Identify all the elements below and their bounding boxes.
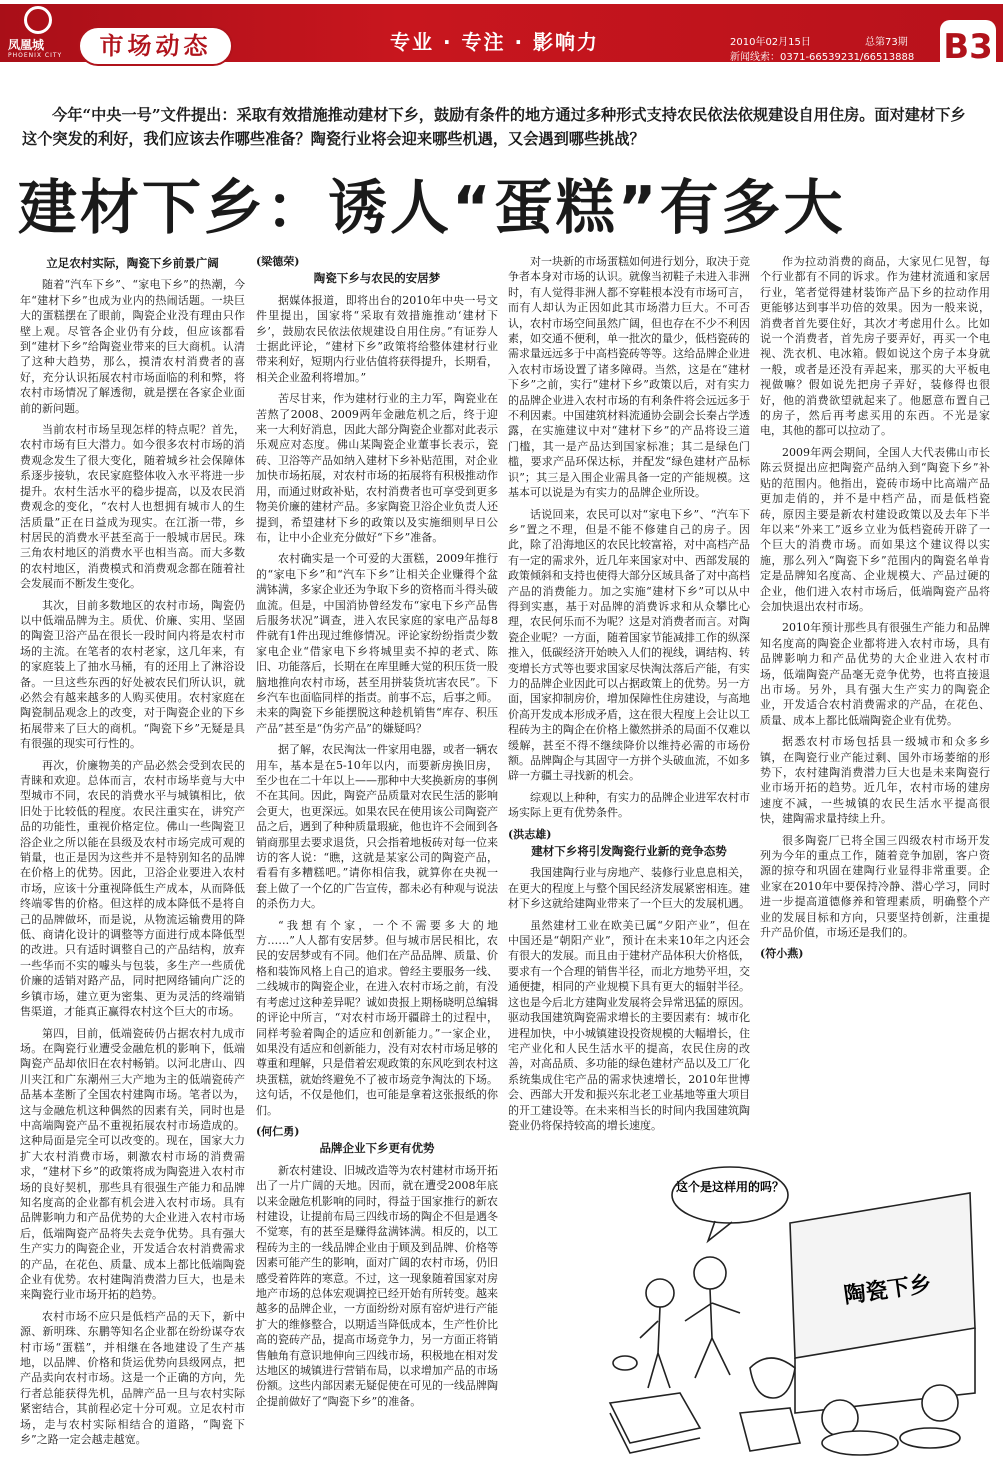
article-paragraph: “我想有个家，一个不需要多大的地方……”人人都有安居梦。但与城市居民相比，农民的安居梦或有不同。他们在产品品牌、质量、价格和装饰风格上自己的追求。曾经主要服务一线、二线城市的陶瓷企业，在进入农村市场之前，有没有考虑过这种差异呢？诚如贵报上期杨晓明总编辑的评论中所言，“对农村市场开疆辟土的过程中，同样考验着陶企的适应和创新能力。”一家企业，如果没有适应和创新能力，没有对农村市场足够的尊重和理解，只是借着宏观政策的东风吃到农村这块蛋糕，就始终避免不了被市场竞争淘汰的下场。这句话，不仅是他们，也可能是拿着这张报纸的你们。 xyxy=(256,918,498,1117)
lead-paragraph: 今年“中央一号”文件提出：采取有效措施推动建材下乡，鼓励有条件的地方通过多种形式支持农民依法依规建设自用住房。面对建材下乡这个突发的利好，我们应该去作哪些准备？陶瓷行业将会迎来哪些机遇，又会遇到哪些挑战？ xyxy=(22,106,966,148)
cartoon-truck-sign: 陶瓷下乡 xyxy=(842,1271,933,1309)
article-paragraph: 对一块新的市场蛋糕如何进行划分，取决于竞争者本身对市场的认识。就像当初鞋子未进入非洲时，有人觉得非洲人都不穿鞋根本没有市场可言，而有人却认为正因如此其市场潜力巨大。不可否认，农村市场空间虽然广阔，但也存在不少不利因素，如交通不便利，单一批次的量少，低档瓷砖的需求量远远多于中高档瓷砖等等。这给品牌企业进入农村市场设置了诸多障碍。当然，这是在“建材下乡”之前，实行“建材下乡”政策以后，对有实力的品牌企业进入农村市场的有利条件将会远远多于不利因素。中国建筑材料流通协会副会长秦占学透露，在实施建议中对“建材下乡”的产品将设三道门槛，其一是产品达到国家标准；其二是绿色门槛，要求产品环保达标，并配发“绿色建材产品标识”；其三是入围企业需具备一定的产能规模。这基本可以说是为有实力的品牌企业所设。 xyxy=(508,255,750,500)
article-paragraph: 农村市场不应只是低档产品的天下，新中源、新明珠、东鹏等知名企业都在纷纷谋夺农村市场“蛋糕”，并相继在各地建设了生产基地，以品牌、价格和货运优势向县级网点，把产品卖向农村市场。这是一个正确的方向，先行者总能获得先机，品牌产品一旦与农村实际紧密结合，其前程必定十分可观。立足农村市场，走与农村实际相结合的道路，“陶瓷下乡”之路一定会越走越宽。 xyxy=(20,1309,245,1447)
article-title: 品牌企业下乡更有优势 xyxy=(319,1141,435,1156)
article-byline: (符小燕) xyxy=(760,947,804,961)
article-paragraph: 其次，目前多数地区的农村市场，陶瓷仍以中低端品牌为主。质优、价廉、实用、坚固的陶瓷卫浴产品在很长一段时间内将是农村市场的主流。在笔者的农村老家，这几年来，有的家庭装上了抽水马桶，有的还用上了淋浴设备。一旦这些东西的好处被农民们所认识，就必然会有越来越多的人购买使用。农村家庭在陶瓷制品观念上的改变，对于陶瓷企业的下乡拓展带来了巨大的商机。“陶瓷下乡”无疑是具有很强的现实可行性的。 xyxy=(20,598,245,751)
page-number: B3 xyxy=(943,27,993,67)
issue-date: 2010年02月15日 xyxy=(730,37,811,48)
article-title: 建材下乡将引发陶瓷行业新的竞争态势 xyxy=(531,844,727,859)
logo-text: 凤凰城 xyxy=(8,38,45,52)
article-paragraph: 据了解，农民淘汰一件家用电器，或者一辆农用车，基本是在5-10年以内，而要新房换旧房，至少也在二十年以上——那种中大奖换新房的事例不在其间。因此，陶瓷产品质量对农民生活的影响会更大，也更深远。如果农民在使用该公司陶瓷产品之后，遇到了种种质量瑕疵，他也许不会闹到各销商那里去要求退货，只会指着地板砖对每一位来访的客人说：“瞧，这就是某家公司的陶瓷产品，看看有多糟糕吧。”请你相信我，就算你在央视一套上做了一个亿的广告宣传，都未必有种观与说法的杀伤力大。 xyxy=(256,743,498,911)
column-1 xyxy=(20,254,245,1464)
news-hotline: 新闻线索：0371-66539231/66513888 xyxy=(730,52,915,63)
article-paragraph: 2010年预计那些具有很强生产能力和品牌知名度高的陶瓷企业都将进入农村市场，具有品牌影响力和产品优势的大企业进入农村市场，低端陶瓷产品毫无竞争优势，也将直接退出市场。另外，具有强大生产实力的陶瓷企业，开发适合农村消费需求的产品，在花色、质量、成本上都比低端陶瓷企业有优势。 xyxy=(760,621,990,727)
article-paragraph: 再次，价廉物美的产品必然会受到农民的青睐和欢迎。总体而言，农村市场毕竟与大中型城市不同，农民的消费水平与城镇相比，依旧处于比较低的程度。农民注重实在，讲究产品的功能性，重视价格定位。佛山一些陶瓷卫浴企业之所以能在县级及农村市场完成可观的销量，也正是因为这些并不是特别知名的品牌在价格上的优势。因此，卫浴企业要进入农村市场，应该十分重视降低生产成本，从而降低终端零售的价格。但这样的成本降低不是将自己的品牌做坏，而是说，从物流运输费用的降低、商请化设计的调整等方面进行成本降低型的改进。只有适时调整自己的产品结构，放弃一些华而不实的噱头与包装，多生产一些质优价廉的适销对路产品，同时把网络铺向广泛的乡镇市场，建立更为密集、更为灵活的终端销售渠道，才能真正赢得农村这个巨大的市场。 xyxy=(20,758,245,1019)
article-paragraph: 话说回来，农民可以对“家电下乡”、“汽车下乡”置之不理，但是不能不修建自己的房子。因此，除了沿海地区的农民比较富裕，对中高档产品有一定的需求外，近几年来国家对中、西部发展的政策倾斜和支持也使得大部分区域具备了对中高档产品的消费能力。加之实施“建材下乡”可以从中得到实惠，基于对品牌的消费诉求和从众攀比心理，农民何乐而不为呢？这是对消费者而言。对陶瓷企业呢？一方面，随着国家节能减排工作的纵深推入，低碳经济开始映入人们的视线，调结构、转变增长方式等也要求国家尽快淘汰落后产能，有实力的品牌企业因此可以占据政策上的优势。另一方面，国家抑制房价，增加保障性住房建设，与高地价高开发成本形成矛盾，这在很大程度上会让以工程砖为主的陶企在价格上徽然拼杀的局面不仅难以缓解，甚至不得不继续降价以维持必需的市场份额。品牌陶企与其固守一方拼个头破血流，不如多辟一方疆土寻找新的机会。 xyxy=(508,507,750,783)
article-paragraph: 据媒体报道，即将出台的2010年中央一号文件里提出，国家将“采取有效措施推动‘建材下乡’，鼓励农民依法依规建设自用住房。”有证券人士据此评论，“建材下乡”政策将给整体建材行业带来利好，短期内行业估值将获得提升，长期看，相关企业盈利将增加。” xyxy=(256,293,498,384)
article-paragraph: 2009年两会期间，全国人大代表佛山市长陈云贤提出应把陶瓷产品纳入到“陶瓷下乡”补贴的范围内。他指出，瓷砖市场中比高端产品更加走俏的，并不是中档产品，而是低档瓷砖，原因主要是新农村建设政策以及去年下半年以来“外来工”返乡立业为低档瓷砖开辟了一个巨大的消费市场。而如果这个建议得以实施，那么列入“陶瓷下乡”范围内的陶瓷名单肯定是品牌知名度高、企业规模大、产品过硬的企业，他们进入农村市场后，低端陶瓷产品将会加快退出农村市场。 xyxy=(760,445,990,613)
article-byline: (梁德荣) xyxy=(256,255,300,268)
article-paragraph: 农村确实是一个可爱的大蛋糕，2009年推行的“家电下乡”和“汽车下乡”让相关企业赚得个盆满钵满，多家企业还为争取下乡的资格而斗得头破血流。但是，中国消协曾经发布“家电下乡产品售后服务状况”调查，进入农民家庭的家电产品每8件就有1件出现过维修情况。评论家纷纷指责少数家电企业“借家电下乡将城里卖不掉的老式、陈旧、功能落后，长期在在库里睡大觉的积压货一股脑地推向农村市场，甚至用拼装货坑害农民”。下乡汽车也面临同样的指责。前事不忘，后事之师。未来的陶瓷下乡能摆脱这种趁机销售“库存、积压产品”甚至是“伪劣产品”的嫌疑吗？ xyxy=(256,552,498,735)
article-paragraph: 当前农村市场呈现怎样的特点呢？首先，农村市场有巨大潜力。如今很多农村市场的消费观念发生了很大变化，随着城乡社会保障体系逐步接轨，农民家庭整体收入水平将进一步提升。农村生活水平的稳步提高，以及农民消费观念的变化，“农村人也想拥有城市人的生活质量”正在日益成为现实。在江浙一带，乡村居民的消费水平甚至高于一般城市居民。珠三角农村地区的消费水平也相当高。而大多数的农村地区，消费模式和消费观念都在随着社会发展而不断发生变化。 xyxy=(20,423,245,591)
cartoon-illustration xyxy=(600,1153,998,1465)
newspaper-logo xyxy=(8,6,70,62)
article-paragraph: 新农村建设、旧城改造等为农村建材市场开拓出了一片广阔的天地。因而，就在遭受2008年底以来金融危机影响的同时，得益于国家推行的新农村建设，让提前布局三四线市场的陶企不但是遇冬不觉寒，有的甚至是赚得盆满钵满。相反的，以工程砖为主的一线品牌企业由于顾及到品牌、价格等因素可能产生的影响，面对广阔的农村市场，仍旧感受着阵阵的寒意。不过，这一现象随着国家对房地产市场的总体宏观调控已经开始有所转变。越来越多的品牌企业，一方面纷纷对原有窑炉进行产能扩大的维修整合，以期适当降低成本，生产性价比高的瓷砖产品，提高市场竞争力，另一方面正将销售触角有意识地伸向三四线市场，积极地在相对发达地区的城镇进行营销布局，以求增加产品的市场份额。这些内部因素无疑促使在可见的一线品牌陶企提前做好了“陶瓷下乡”的准备。 xyxy=(256,1163,498,1408)
page-header xyxy=(0,0,1003,84)
logo-subtext: PHOENIX CITY xyxy=(8,52,63,59)
cartoon-speech-text: 这个是这样用的吗？ xyxy=(675,1180,785,1194)
header-slogan: 专业 · 专注 · 影响力 xyxy=(390,30,600,54)
article-paragraph: 很多陶瓷厂已将全国三四级农村市场开发列为今年的重点工作，随着竞争加剧，客户资源的掠夺和巩固在建陶行业显得非常重要。企业家在2010年中要保持冷静、潜心学习，同时进一步提高道德修养和管理素质，明确整个产业的发展目标和方向，只要坚持创新，注重提升产品价值，市场还是我们的。 xyxy=(760,833,990,940)
article-title: 陶瓷下乡与农民的安居梦 xyxy=(313,271,441,286)
issue-number: 总第73期 xyxy=(865,37,908,48)
article-byline: (何仁勇) xyxy=(256,1124,300,1138)
page-headline: 建材下乡：诱人“蛋糕”有多大 xyxy=(18,173,846,242)
article-paragraph: 苦尽甘来，作为建材行业的主力军，陶瓷业在苦熬了2008、2009两年金融危机之后，终于迎来一大利好消息，因此大部分陶瓷企业都对此表示乐观应对态度。佛山某陶瓷企业董事长表示，瓷砖、卫浴等产品如纳入建材下乡补贴范围，对企业加快市场拓展，对农村市场的拓展将有积极推动作用，而通过财政补贴，农村消费者也可享受到更多物美价廉的建材产品。多家陶瓷卫浴企业负责人还提到，希望建材下乡的政策以及实施细则早日公布，让中小企业充分做好“下乡”准备。 xyxy=(256,392,498,544)
article-byline: (洪志雄) xyxy=(508,827,552,841)
article-paragraph: 我国建陶行业与房地产、装修行业息息相关，在更大的程度上与整个国民经济发展紧密相连。建材下乡这就给建陶业带来了一个巨大的发展机遇。 xyxy=(508,866,750,911)
page-number-badge xyxy=(940,20,996,74)
article-paragraph: 作为拉动消费的商品，大家见仁见智，每个行业都有不同的诉求。作为建材流通和家居行业，笔者觉得建材装饰产品下乡的拉动作用更能够达到事半功倍的效果。因为一般来说，消费者首先要住好，其次才考虑用什么。比如说一个消费者，首先房子要弄好，再买一个电视、洗衣机、电冰箱。假如说这个房子本身就一般，或者是还没有弄起来，那买的大平板电视做嘛？假如说先把房子弄好，装修得也很好，他的消费欲望就起来了。他愿意布置自己的房子，然后再考虑买用的东西。不光是家电，其他的都可以拉动了。 xyxy=(760,255,990,438)
column-2 xyxy=(256,254,498,1464)
article-paragraph: 随着“汽车下乡”、“家电下乡”的热潮，今年“建材下乡”也成为业内的热闹话题。一块巨大的蛋糕摆在了眼前，陶瓷企业没有理由只作壁上观。尽管各企业仍有分歧，但应该都看到“建材下乡”给陶瓷业带来的巨大商机。认清了这种大趋势，那么，摸清农村消费者的喜好，充分认识拓展农村市场面临的利和弊，将农村市场情况了解透彻，就是摆在各家企业面前的新问题。 xyxy=(20,278,245,415)
section-title: 市场动态 xyxy=(99,32,212,60)
article-paragraph: 据悉农村市场包括县一级城市和众多乡镇，在陶瓷行业产能过剩、国外市场萎缩的形势下，农村建陶消费潜力巨大也是未来陶瓷行业市场开拓的趋势。近几年，农村市场的建房速度不减，一些城镇的农民生活水平提高很快，建陶需求量持续上升。 xyxy=(760,735,990,826)
article-paragraph: 第四，目前，低端瓷砖仍占据农村九成市场。在陶瓷行业遭受金融危机的影响下，低端陶瓷产品却依旧在农村畅销。以河北唐山、四川夹江和广东潮州三大产地为主的低端瓷砖产品基本垄断了全国农村建陶市场。笔者以为，这与金融危机这种偶然的因素有关，同时也是中高端陶瓷产品不重视拓展农村市场造成的。这种局面是完全可以改变的。现在，国家大力扩大农村消费市场，刺激农村市场的消费需求，“建材下乡”的政策将成为陶瓷进入农村市场的良好契机，那些具有很强生产能力和品牌知名度高的企业都有机会进入农村市场。具有品牌影响力和产品优势的大企业进入农村市场后，低端陶瓷产品将失去竞争优势。具有强大生产实力的陶瓷企业，开发适合农村消费需求的产品，在花色、质量、成本上都比低端陶瓷企业有优势。农村建陶消费潜力巨大，也是未来陶瓷行业市场开拓的趋势。 xyxy=(20,1026,245,1302)
article-paragraph: 虽然建材工业在欧美已属“夕阳产业”，但在中国还是“朝阳产业”，预计在未来10年之内还会有很大的发展。而且由于建材产品体积大价格低，要求有一个合理的销售半径，而北方地势平坦，交通便捷，相同的产业规模下具有更大的辐射半径。这也是今后北方建陶业发展将会异常迅猛的原因。驱动我国建筑陶瓷需求增长的主要因素有：城市化进程加快，中小城镇建设投资规模的大幅增长，住宅产业化和人民生活水平的提高，农民住房的改善，对高品质、多功能的绿色建材产品以及工厂化系统集成住宅产品的需求快速增长，2010年世博会、西部大开发和振兴东北老工业基地等重大项目的开工建设等。在未来相当长的时间内我国建筑陶瓷业仍将保持较高的增长速度。 xyxy=(508,918,750,1132)
phoenix-logo-icon xyxy=(24,6,52,34)
section-badge xyxy=(78,26,233,66)
article-title: 立足农村实际，陶瓷下乡前景广阔 xyxy=(46,256,219,270)
article-paragraph: 综观以上种种，有实力的品牌企业进军农村市场实际上更有优势条件。 xyxy=(508,790,750,820)
column-4 xyxy=(760,254,990,1149)
